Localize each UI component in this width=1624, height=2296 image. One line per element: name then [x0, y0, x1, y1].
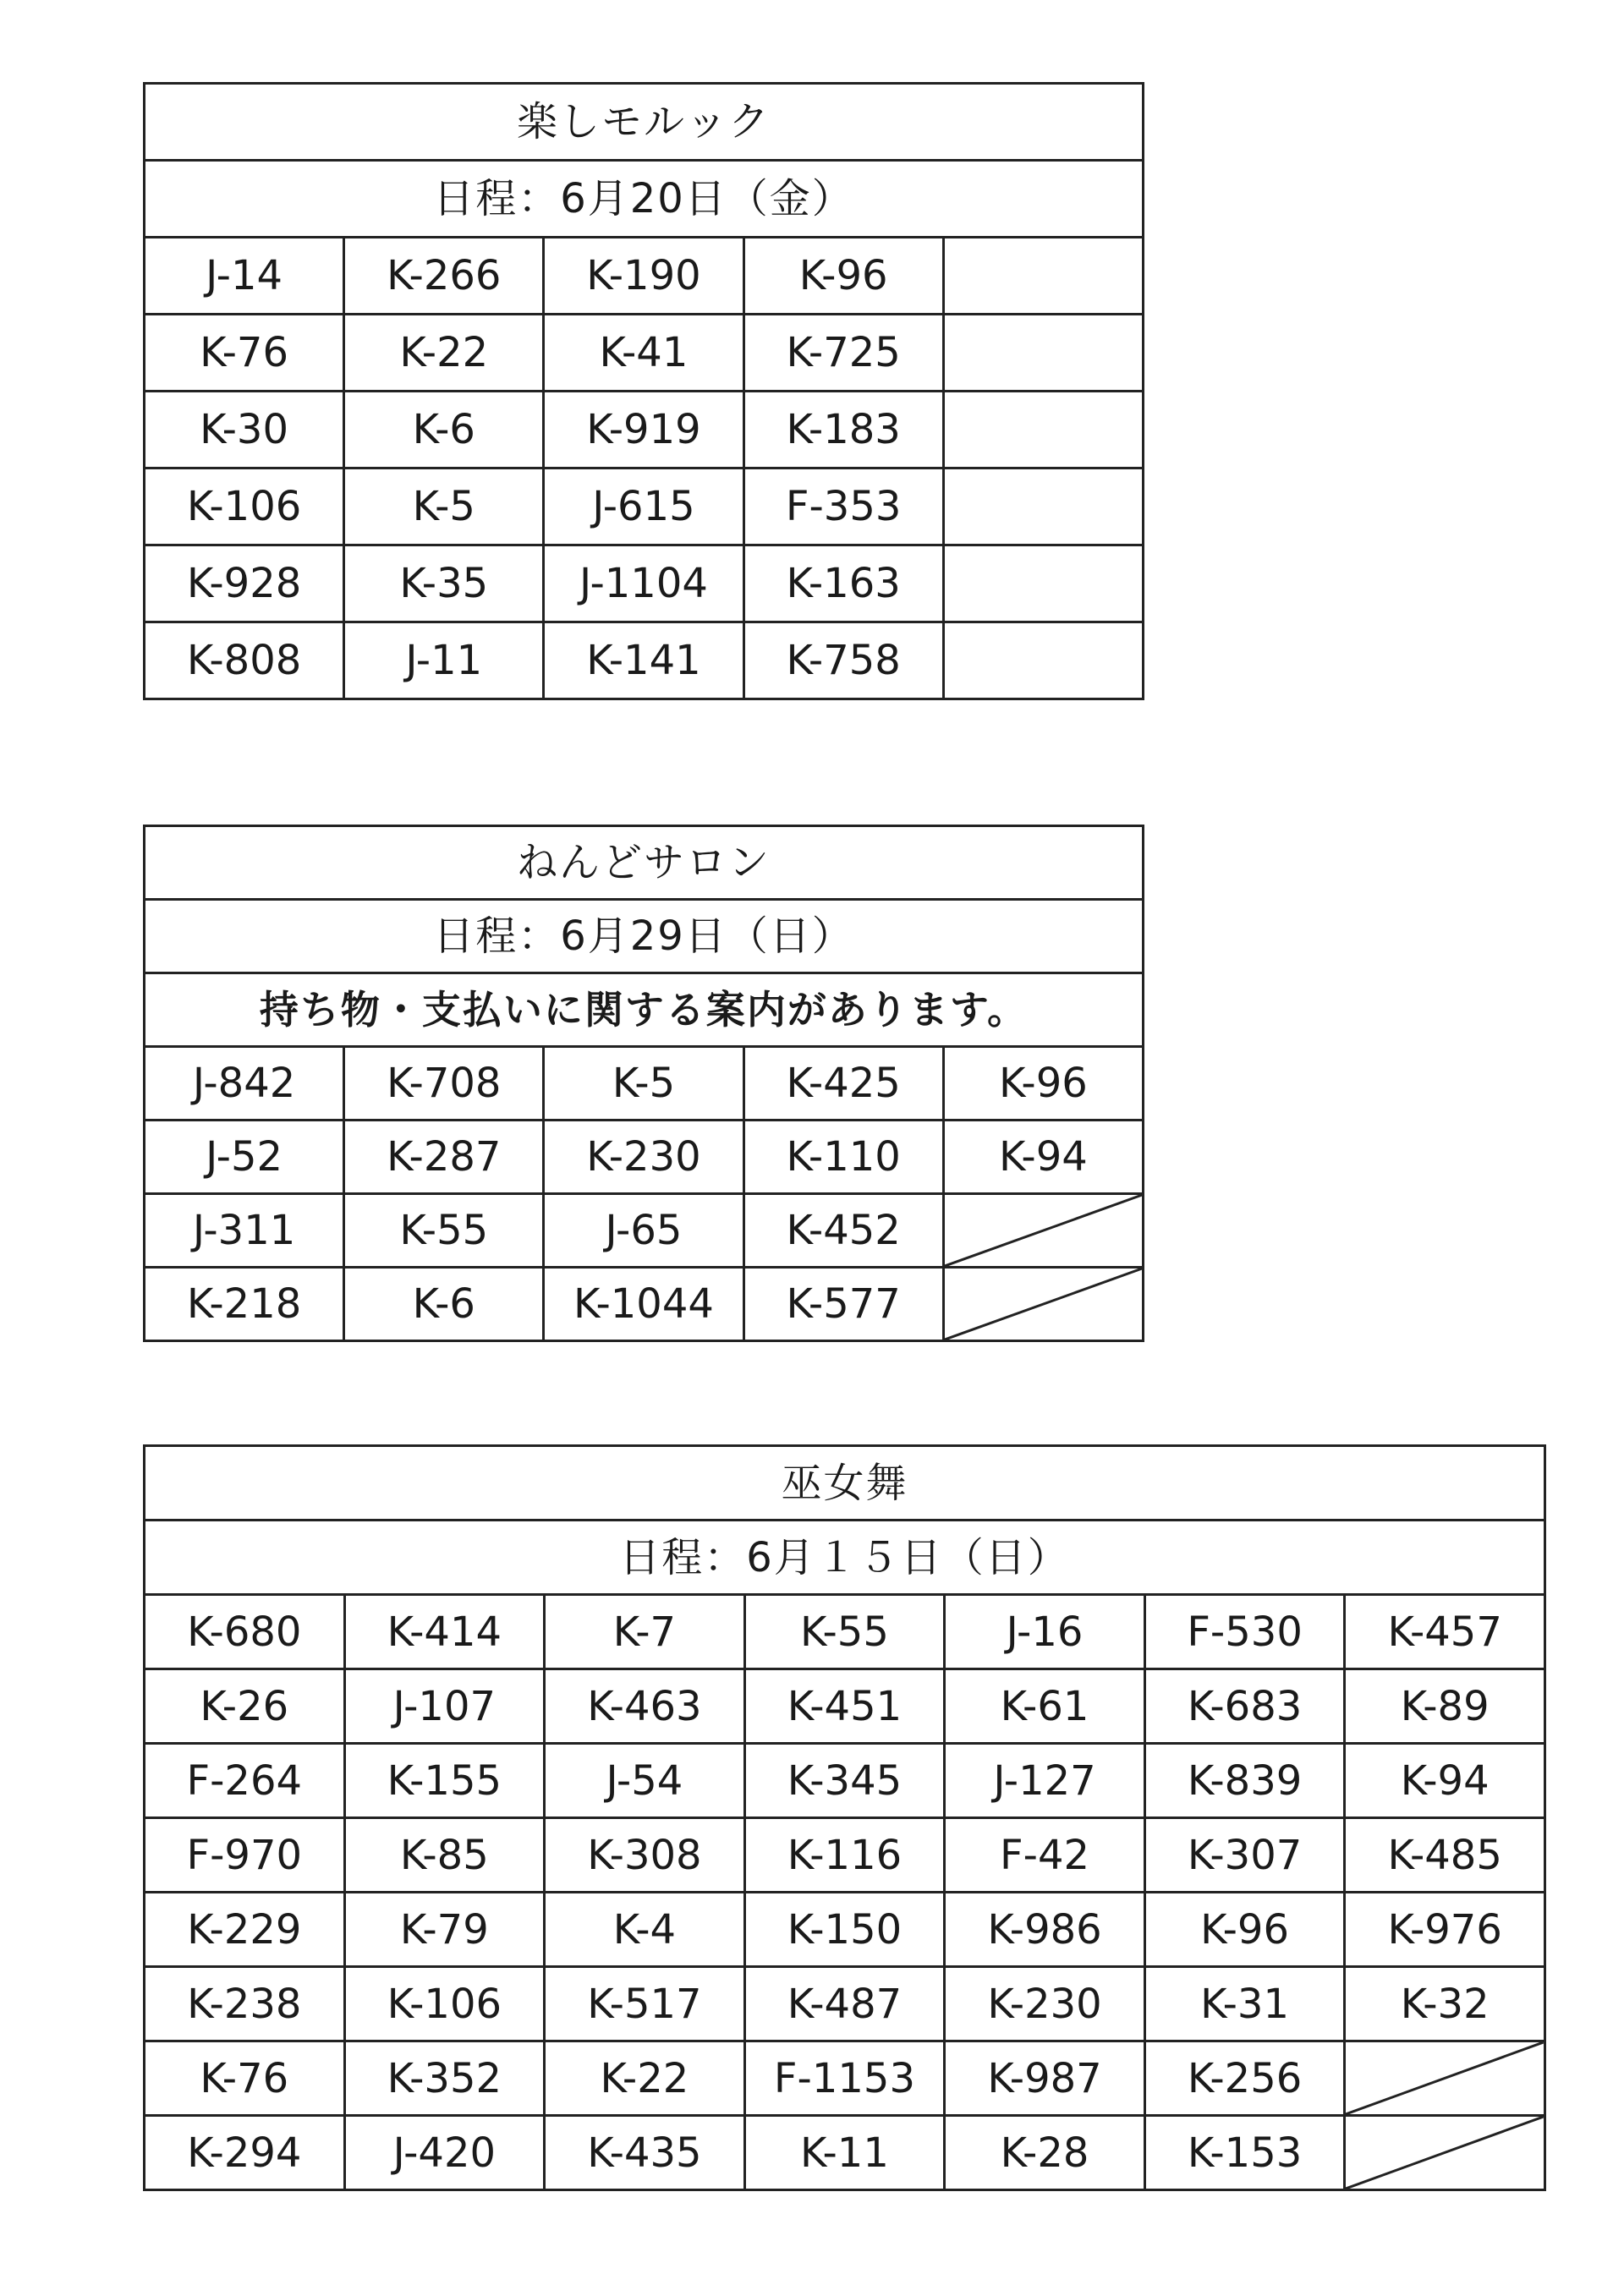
participant-id-cell: K-708 [344, 1047, 544, 1121]
participant-id-cell: K-163 [743, 545, 943, 622]
participant-id-cell: K-808 [145, 622, 344, 699]
participant-id-cell: K-22 [545, 2041, 745, 2116]
participant-id-cell: K-11 [744, 2116, 945, 2190]
participant-id-cell: J-842 [145, 1047, 344, 1121]
table-title: ねんどサロン [145, 826, 1144, 900]
participant-id-cell: K-76 [145, 2041, 345, 2116]
empty-cell [943, 392, 1143, 469]
table-row [145, 1194, 1144, 1268]
participant-id-cell: K-110 [743, 1121, 943, 1194]
schedule-label: 日程：6月20日（金） [145, 161, 1144, 238]
participant-id-cell: J-16 [945, 1595, 1145, 1669]
empty-cell [943, 622, 1143, 699]
participant-id-cell: K-287 [344, 1121, 544, 1194]
participant-id-cell: K-229 [145, 1893, 345, 1967]
participant-id-cell: J-65 [544, 1194, 743, 1268]
participant-id-cell: F-530 [1144, 1595, 1345, 1669]
diagonal-slash [945, 1195, 1142, 1266]
table-row [145, 2116, 1545, 2190]
participant-id-cell: F-970 [145, 1818, 345, 1893]
participant-id-cell: K-307 [1144, 1818, 1345, 1893]
participant-id-cell: K-30 [145, 392, 344, 469]
table-tanoshi-molkky [143, 82, 1144, 700]
participant-id-cell: F-353 [743, 469, 943, 545]
participant-id-cell: K-96 [943, 1047, 1143, 1121]
table-row [145, 238, 1144, 315]
table-row [145, 2041, 1545, 2116]
participant-id-cell: K-55 [744, 1595, 945, 1669]
participant-id-cell: K-22 [344, 315, 544, 392]
participant-id-cell: K-308 [545, 1818, 745, 1893]
participant-id-cell: J-311 [145, 1194, 344, 1268]
participant-id-cell: J-420 [344, 2116, 545, 2190]
table-row [145, 469, 1144, 545]
participant-id-cell: K-150 [744, 1893, 945, 1967]
table-title: 巫女舞 [145, 1446, 1545, 1521]
participant-id-cell: K-725 [743, 315, 943, 392]
participant-id-cell: K-218 [145, 1268, 344, 1341]
participant-id-cell: K-463 [545, 1669, 745, 1744]
participant-id-cell: K-4 [545, 1893, 745, 1967]
table-row [145, 1744, 1545, 1818]
participant-id-cell: K-41 [544, 315, 743, 392]
crossed-out-cell [1345, 2116, 1545, 2190]
table-row [145, 1595, 1545, 1669]
participant-id-cell: J-1104 [544, 545, 743, 622]
participant-id-cell: K-425 [743, 1047, 943, 1121]
participant-id-cell: K-5 [544, 1047, 743, 1121]
table-miko-mai [143, 1444, 1546, 2191]
table-row [145, 1818, 1545, 1893]
participant-id-cell: K-758 [743, 622, 943, 699]
participant-id-cell: K-28 [945, 2116, 1145, 2190]
participant-id-cell: K-5 [344, 469, 544, 545]
participant-id-cell: K-345 [744, 1744, 945, 1818]
participant-id-cell: K-85 [344, 1818, 545, 1893]
table-row [145, 1268, 1144, 1341]
participant-id-cell: K-183 [743, 392, 943, 469]
crossed-out-cell [943, 1194, 1143, 1268]
table-row [145, 1121, 1144, 1194]
participant-id-cell: K-919 [544, 392, 743, 469]
participant-id-cell: K-577 [743, 1268, 943, 1341]
table-row [145, 1047, 1144, 1121]
participant-id-cell: K-141 [544, 622, 743, 699]
participant-id-cell: F-42 [945, 1818, 1145, 1893]
participant-id-cell: K-266 [344, 238, 544, 315]
notice-text: 持ち物・支払いに関する案内があります。 [145, 973, 1144, 1047]
participant-id-cell: K-294 [145, 2116, 345, 2190]
participant-id-cell: K-190 [544, 238, 743, 315]
participant-id-cell: K-26 [145, 1669, 345, 1744]
participant-id-cell: K-94 [943, 1121, 1143, 1194]
participant-id-cell: K-35 [344, 545, 544, 622]
table-row [145, 1669, 1545, 1744]
participant-id-cell: K-6 [344, 392, 544, 469]
participant-id-cell: K-451 [744, 1669, 945, 1744]
table-nendo-salon [143, 825, 1144, 1342]
participant-id-cell: K-7 [545, 1595, 745, 1669]
participant-id-cell: K-238 [145, 1967, 345, 2041]
empty-cell [943, 545, 1143, 622]
participant-id-cell: K-6 [344, 1268, 544, 1341]
participant-id-cell: K-928 [145, 545, 344, 622]
participant-id-cell: K-76 [145, 315, 344, 392]
participant-id-cell: K-106 [344, 1967, 545, 2041]
participant-id-cell: K-485 [1345, 1818, 1545, 1893]
table-title: 楽しモルック [145, 84, 1144, 161]
participant-id-cell: K-976 [1345, 1893, 1545, 1967]
participant-id-cell: K-96 [1144, 1893, 1345, 1967]
table-row [145, 1967, 1545, 2041]
participant-id-cell: K-435 [545, 2116, 745, 2190]
participant-id-cell: J-52 [145, 1121, 344, 1194]
participant-id-cell: K-452 [743, 1194, 943, 1268]
participant-id-cell: J-107 [344, 1669, 545, 1744]
participant-id-cell: K-153 [1144, 2116, 1345, 2190]
table-row [145, 392, 1144, 469]
participant-id-cell: K-106 [145, 469, 344, 545]
schedule-label: 日程：6月29日（日） [145, 900, 1144, 973]
table-row [145, 1893, 1545, 1967]
diagonal-slash [1346, 2042, 1544, 2114]
participant-id-cell: K-61 [945, 1669, 1145, 1744]
participant-id-cell: K-987 [945, 2041, 1145, 2116]
diagonal-slash [1346, 2117, 1544, 2189]
participant-id-cell: F-1153 [744, 2041, 945, 2116]
participant-id-cell: K-89 [1345, 1669, 1545, 1744]
participant-id-cell: K-457 [1345, 1595, 1545, 1669]
participant-id-cell: J-615 [544, 469, 743, 545]
participant-id-cell: J-11 [344, 622, 544, 699]
empty-cell [943, 315, 1143, 392]
participant-id-cell: K-352 [344, 2041, 545, 2116]
participant-id-cell: K-32 [1345, 1967, 1545, 2041]
participant-id-cell: K-55 [344, 1194, 544, 1268]
participant-id-cell: K-683 [1144, 1669, 1345, 1744]
participant-id-cell: K-155 [344, 1744, 545, 1818]
participant-id-cell: J-14 [145, 238, 344, 315]
participant-id-cell: K-79 [344, 1893, 545, 1967]
participant-id-cell: K-839 [1144, 1744, 1345, 1818]
schedule-label: 日程：6月１５日（日） [145, 1521, 1545, 1595]
crossed-out-cell [943, 1268, 1143, 1341]
participant-id-cell: K-517 [545, 1967, 745, 2041]
participant-id-cell: K-31 [1144, 1967, 1345, 2041]
participant-id-cell: K-414 [344, 1595, 545, 1669]
table-row [145, 545, 1144, 622]
participant-id-cell: K-680 [145, 1595, 345, 1669]
participant-id-cell: K-986 [945, 1893, 1145, 1967]
empty-cell [943, 469, 1143, 545]
participant-id-cell: K-230 [544, 1121, 743, 1194]
participant-id-cell: K-96 [743, 238, 943, 315]
diagonal-slash [945, 1269, 1142, 1340]
participant-id-cell: K-256 [1144, 2041, 1345, 2116]
participant-id-cell: K-116 [744, 1818, 945, 1893]
participant-id-cell: K-230 [945, 1967, 1145, 2041]
crossed-out-cell [1345, 2041, 1545, 2116]
table-row [145, 622, 1144, 699]
table-row [145, 315, 1144, 392]
participant-id-cell: K-487 [744, 1967, 945, 2041]
participant-id-cell: K-1044 [544, 1268, 743, 1341]
participant-id-cell: F-264 [145, 1744, 345, 1818]
empty-cell [943, 238, 1143, 315]
participant-id-cell: K-94 [1345, 1744, 1545, 1818]
participant-id-cell: J-127 [945, 1744, 1145, 1818]
participant-id-cell: J-54 [545, 1744, 745, 1818]
